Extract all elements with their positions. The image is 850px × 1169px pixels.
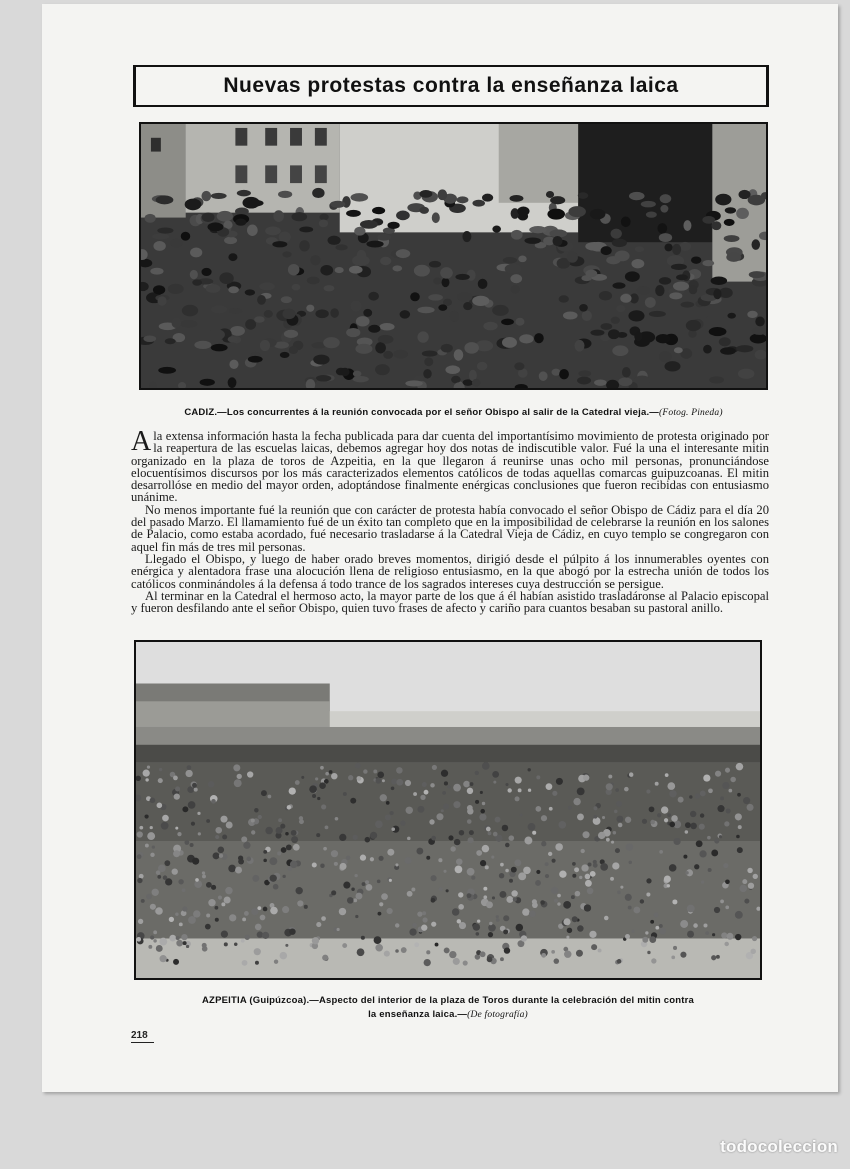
paragraph-1: Ala extensa información hasta la fecha publicada para dar cuenta del importantísimo movimiento de protesta originado por la reapertura de las escuelas laicas, debemos agregar hoy dos notas de indiscutible valor. Fué la una el interesante mitin organizado en la plaza de toros de Azpeitia, en la que llegaron á reunirse unas ocho mil personas, pronunciándose elocuentísimos discursos por los más caracterizados elementos católicos de todas aquellas comarcas guipuzcoanas. El mitin desarrollóse en medio del mayor orden, adoptándose finalmente enérgicas conclusiones que fueron recibidas con entusiasmo unánime. xyxy=(131,426,769,505)
paragraph-3: Llegado el Obispo, y luego de haber orado breves momentos, dirigió desde el púlpito á los innumerables oyentes con enérgica y alentadora frase una alocución llena de religioso entusiasmo, en la que abogó por la estrecha unión de todos los católicos conminándoles á la defensa á todo trance de los sagrados intereses cuya destrucción se persigue. xyxy=(131,551,769,591)
watermark: todocoleccion xyxy=(720,1137,838,1156)
photo1-credit: (Fotog. Pineda) xyxy=(659,408,723,418)
drop-cap: A xyxy=(131,426,152,457)
photo1-caption-text: CADIZ.—Los concurrentes á la reunión convocada por el señor Obispo al salir de la Catedral vieja.— xyxy=(184,407,659,418)
paragraph-2: No menos importante fué la reunión que con carácter de protesta había convocado el señor Obispo de Cádiz para el día 20 del pasado Marzo. El llamamiento fué de un éxito tan completo que en la imposibilidad de celebrarse la reunión en los salones de Palacio, como estaba acordado, fué necesario trasladarse á la Catedral Vieja de Cádiz, en cuyo templo se congregaron con aquel fin más de tres mil personas. xyxy=(131,502,769,554)
article-body xyxy=(131,426,769,616)
photo1-caption xyxy=(139,407,768,418)
photo-cadiz-crowd xyxy=(139,122,768,390)
photo-azpeitia-bullring xyxy=(134,640,762,980)
photo2-credit: (De fotografía) xyxy=(467,1010,528,1020)
page-number: 218 xyxy=(131,1030,154,1043)
headline-box xyxy=(133,65,769,107)
photo2-caption-line2: la enseñanza laica.— xyxy=(368,1009,468,1020)
headline: Nuevas protestas contra la enseñanza laica xyxy=(223,74,679,97)
photo2-caption xyxy=(134,994,762,1022)
photo2-caption-line1: AZPEITIA (Guipúzcoa).—Aspecto del interior de la plaza de Toros durante la celebración del mitin contra xyxy=(202,995,694,1006)
paragraph-4: Al terminar en la Catedral el hermoso acto, la mayor parte de los que á él habían asistido trasladáronse al Palacio episcopal y fueron desfilando ante el señor Obispo, quien tuvo frases de afecto y cariño para cuantos besaban su pastoral anillo. xyxy=(131,588,769,616)
